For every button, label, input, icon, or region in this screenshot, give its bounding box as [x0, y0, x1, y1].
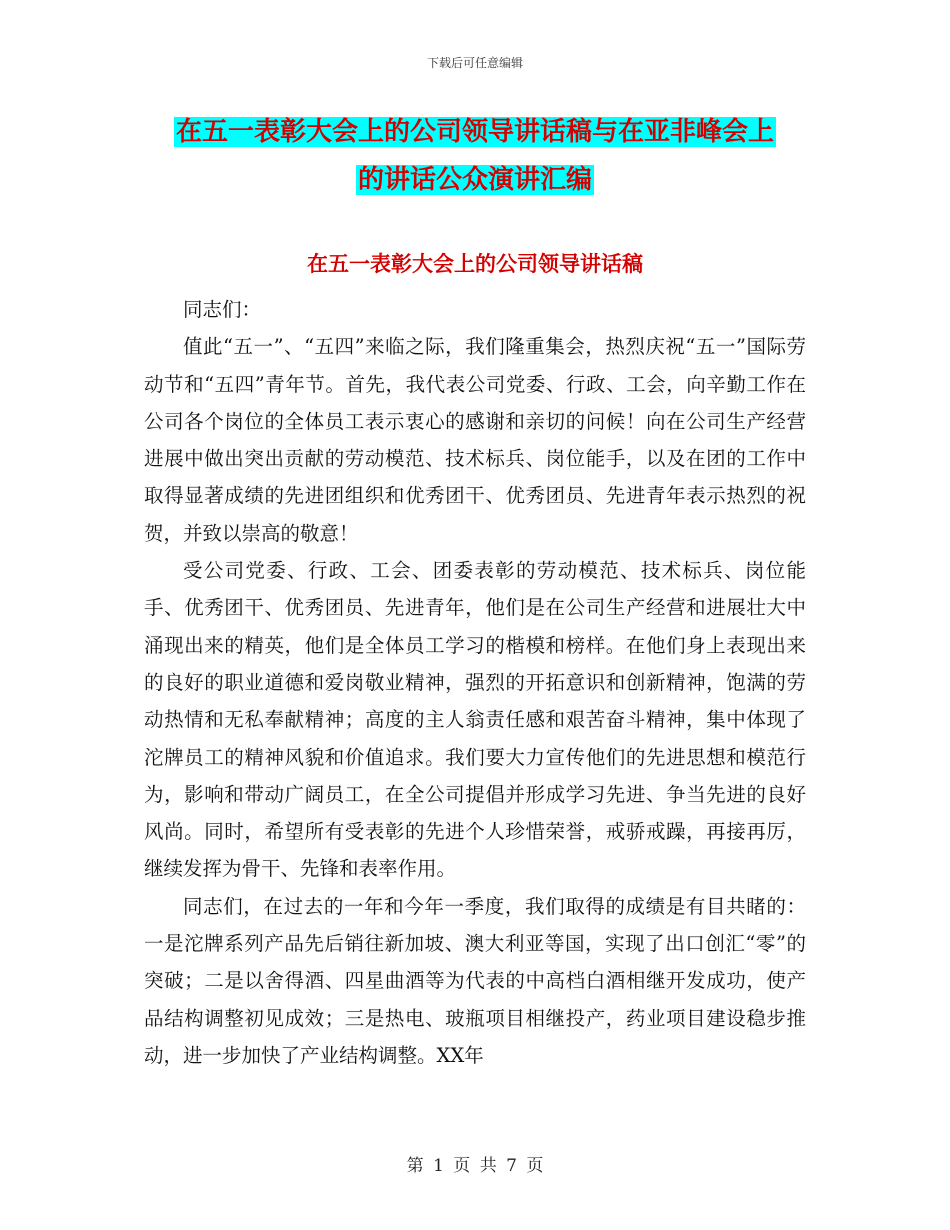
page-footer: 第 1 页 共 7 页	[406, 1156, 544, 1176]
paragraph: 同志们，在过去的一年和今年一季度，我们取得的成绩是有目共睹的：一是沱牌系列产品先后销往新加坡、澳大利亚等国，实现了出口创汇“零”的突破；二是以舍得酒、四星曲酒等为代表的中高档白酒相继开发成功，使产品结构调整初见成效；三是热电、玻瓶项目相继投产，药业项目建设稳步推动，进一步加快了产业结构调整。XX年	[144, 894, 806, 1067]
body-text	[144, 291, 806, 1074]
section-title: 在五一表彰大会上的公司领导讲话稿	[307, 252, 643, 276]
paragraph: 值此“五一”、“五四”来临之际，我们隆重集会，热烈庆祝“五一”国际劳动节和“五四”青年节。首先，我代表公司党委、行政、工会，向辛勤工作在公司各个岗位的全体员工表示衷心的感谢和亲切的问候！向在公司生产经营进展中做出突出贡献的劳动模范、技术标兵、岗位能手，以及在团的工作中取得显著成绩的先进团组织和优秀团干、优秀团员、先进青年表示热烈的祝贺，并致以崇高的敬意！	[144, 335, 806, 545]
document-title	[0, 108, 950, 204]
page-header: 下载后可任意编辑	[426, 56, 523, 70]
title-line-2: 的讲话公众演讲汇编	[357, 165, 592, 195]
title-line-1: 在五一表彰大会上的公司领导讲话稿与在亚非峰会上	[175, 117, 774, 147]
paragraph: 受公司党委、行政、工会、团委表彰的劳动模范、技术标兵、岗位能手、优秀团干、优秀团员、先进青年，他们是在公司生产经营和进展壮大中涌现出来的精英，他们是全体员工学习的楷模和榜样。在他们身上表现出来的良好的职业道德和爱岗敬业精神，强烈的开拓意识和创新精神，饱满的劳动热情和无私奉献精神；高度的主人翁责任感和艰苦奋斗精神，集中体现了沱牌员工的精神风貌和价值追求。我们要大力宣传他们的先进思想和模范行为，影响和带动广阔员工，在全公司提倡并形成学习先进、争当先进的良好风尚。同时，希望所有受表彰的先进个人珍惜荣誉，戒骄戒躁，再接再厉，继续发挥为骨干、先锋和表率作用。	[144, 559, 806, 881]
paragraph-salutation: 同志们：	[183, 298, 262, 321]
